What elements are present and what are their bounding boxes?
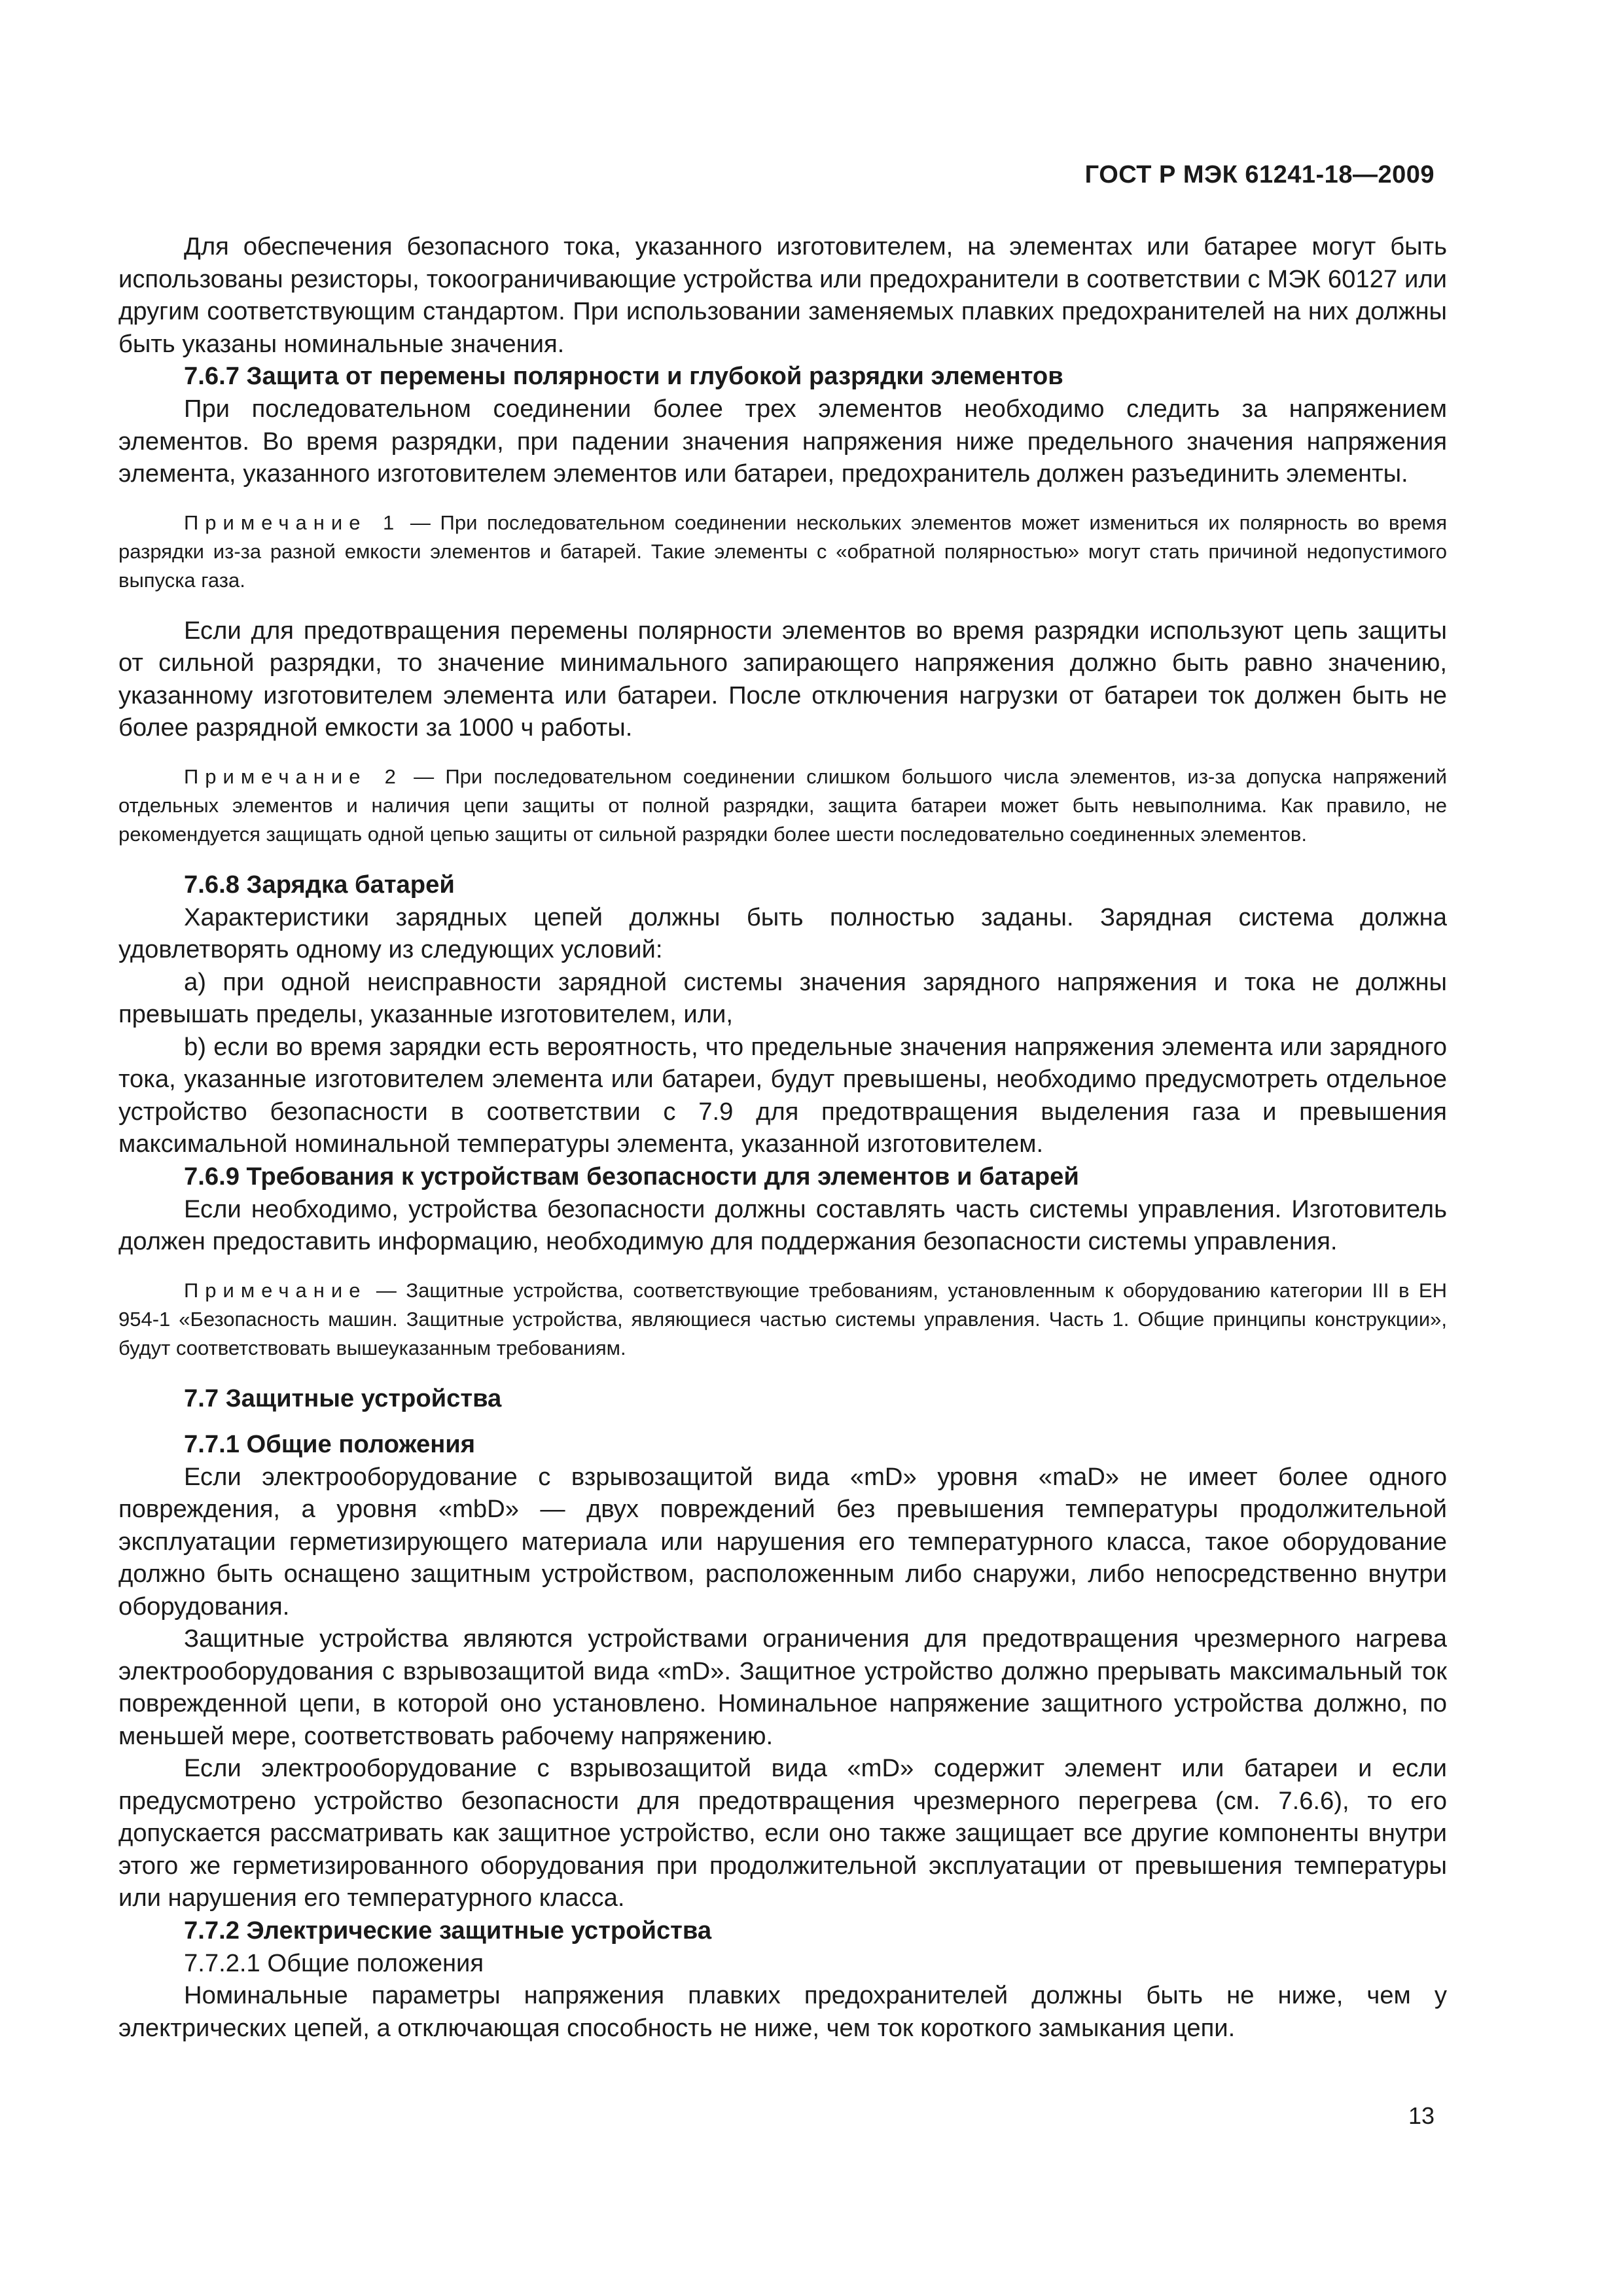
- heading-7-6-8: 7.6.8 Зарядка батарей: [184, 870, 455, 899]
- paragraph-7-7-1-1: Если электрооборудование с взрывозащитой вида «mD» уровня «maD» не имеет более одного повреждения, а уровня «mbD» — двух повреждений без превышения температуры продолжительной эксплуатации герметизирующего материала или нарушения его температурного класса, такое оборудование должно быть оснащено защитным устройством, расположенным либо снаружи, либо непосредственно внутри оборудования.: [118, 1462, 1447, 1621]
- paragraph-7-6-8-1: Характеристики зарядных цепей должны быть полностью заданы. Зарядная система должна удовлетворять одному из следующих условий:: [118, 903, 1447, 963]
- note-3: [118, 1276, 1447, 1363]
- paragraph-intro: Для обеспечения безопасного тока, указанного изготовителем, на элементах или батарее могут быть использованы резисторы, токоограничивающие устройства или предохранители в соответствии с МЭК 60127 или другим соответствующим стандартом. При использовании заменяемых плавких предохранителей на них должны быть указаны номинальные значения.: [118, 232, 1447, 358]
- heading-7-7-2: 7.7.2 Электрические защитные устройства: [184, 1916, 712, 1945]
- subheading-7-7-2-1: 7.7.2.1 Общие положения: [184, 1948, 484, 1977]
- heading-7-6-9: 7.6.9 Требования к устройствам безопасности для элементов и батарей: [184, 1162, 1079, 1191]
- page-number: 13: [1408, 2102, 1435, 2129]
- note-2-text: — При последовательном соединении слишком большого числа элементов, из-за допуска напряжений отдельных элементов и наличия цепи защиты от полной разрядки, защита батареи может быть невыполнима. Как правило, не рекомендуется защищать одной цепью защиты от сильной разрядки более шести последовательно соединенных элементов.: [118, 764, 1447, 846]
- note-3-label: Примечание: [184, 1278, 367, 1302]
- paragraph-7-7-1-2: Защитные устройства являются устройствами ограничения для предотвращения чрезмерного нагрева электрооборудования с взрывозащитой вида «mD». Защитное устройство должно прерывать максимальный ток поврежденной цепи, в которой оно установлено. Номинальное напряжение защитного устройства должно, по меньшей мере, соответствовать рабочему напряжению.: [118, 1624, 1447, 1750]
- heading-7-7: 7.7 Защитные устройства: [184, 1384, 502, 1412]
- paragraph-7-6-7-1: При последовательном соединении более трех элементов необходимо следить за напряжением элементов. Во время разрядки, при падении значения напряжения ниже предельного значения напряжения элемента, указанного изготовителем элементов или батареи, предохранитель должен разъединить элементы.: [118, 395, 1447, 488]
- note-1-label: Примечание 1: [184, 511, 401, 534]
- note-1: [118, 509, 1447, 595]
- list-item-a: a) при одной неисправности зарядной системы значения зарядного напряжения и тока не должны превышать пределы, указанные изготовителем, или,: [118, 967, 1447, 1028]
- paragraph-7-6-7-2: Если для предотвращения перемены полярности элементов во время разрядки используют цепь защиты от сильной разрядки, то значение минимального запирающего напряжения должно быть равно значению, указанному изготовителем элемента или батареи. После отключения нагрузки от батареи ток должен быть не более разрядной емкости за 1000 ч работы.: [118, 616, 1447, 742]
- note-2-label: Примечание 2: [184, 764, 402, 788]
- paragraph-7-6-9-1: Если необходимо, устройства безопасности должны составлять часть системы управления. Изготовитель должен предоставить информацию, необходимую для поддержания безопасности системы управления.: [118, 1194, 1447, 1255]
- list-item-b: b) если во время зарядки есть вероятность, что предельные значения напряжения элемента или зарядного тока, указанные изготовителем элемента или батареи, будут превышены, необходимо предусмотреть отдельное устройство безопасности в соответствии с 7.9 для предотвращения выделения газа и превышения максимальной номинальной температуры элемента, указанной изготовителем.: [118, 1032, 1447, 1158]
- paragraph-7-7-2-1-1: Номинальные параметры напряжения плавких предохранителей должны быть не ниже, чем у электрических цепей, а отключающая способность не ниже, чем ток короткого замыкания цепи.: [118, 1981, 1447, 2042]
- note-2: [118, 762, 1447, 849]
- heading-7-7-1: 7.7.1 Общие положения: [184, 1429, 476, 1458]
- standard-code-header: ГОСТ Р МЭК 61241-18—2009: [1084, 161, 1435, 188]
- paragraph-7-7-1-3: Если электрооборудование с взрывозащитой вида «mD» содержит элемент или батареи и если предусмотрено устройство безопасности для предотвращения чрезмерного перегрева (см. 7.6.6), то его допускается рассматривать как защитное устройство, если оно также защищает все другие компоненты внутри этого же герметизированного оборудования при продолжительной эксплуатации от превышения температуры или нарушения его температурного класса.: [118, 1754, 1447, 1912]
- note-1-text: — При последовательном соединении нескольких элементов может измениться их полярность во время разрядки из-за разной емкости элементов и батарей. Такие элементы с «обратной полярностью» могут стать причиной недопустимого выпуска газа.: [118, 511, 1447, 592]
- heading-7-6-7: 7.6.7 Защита от перемены полярности и глубокой разрядки элементов: [184, 362, 1063, 390]
- page-content: [118, 230, 1447, 2044]
- note-3-text: — Защитные устройства, соответствующие требованиям, установленным к оборудованию категории III в ЕН 954-1 «Безопасность машин. Защитные устройства, являющиеся частью системы управления. Часть 1. Общие принципы конструкции», будут соответствовать вышеуказанным требованиям.: [118, 1278, 1447, 1359]
